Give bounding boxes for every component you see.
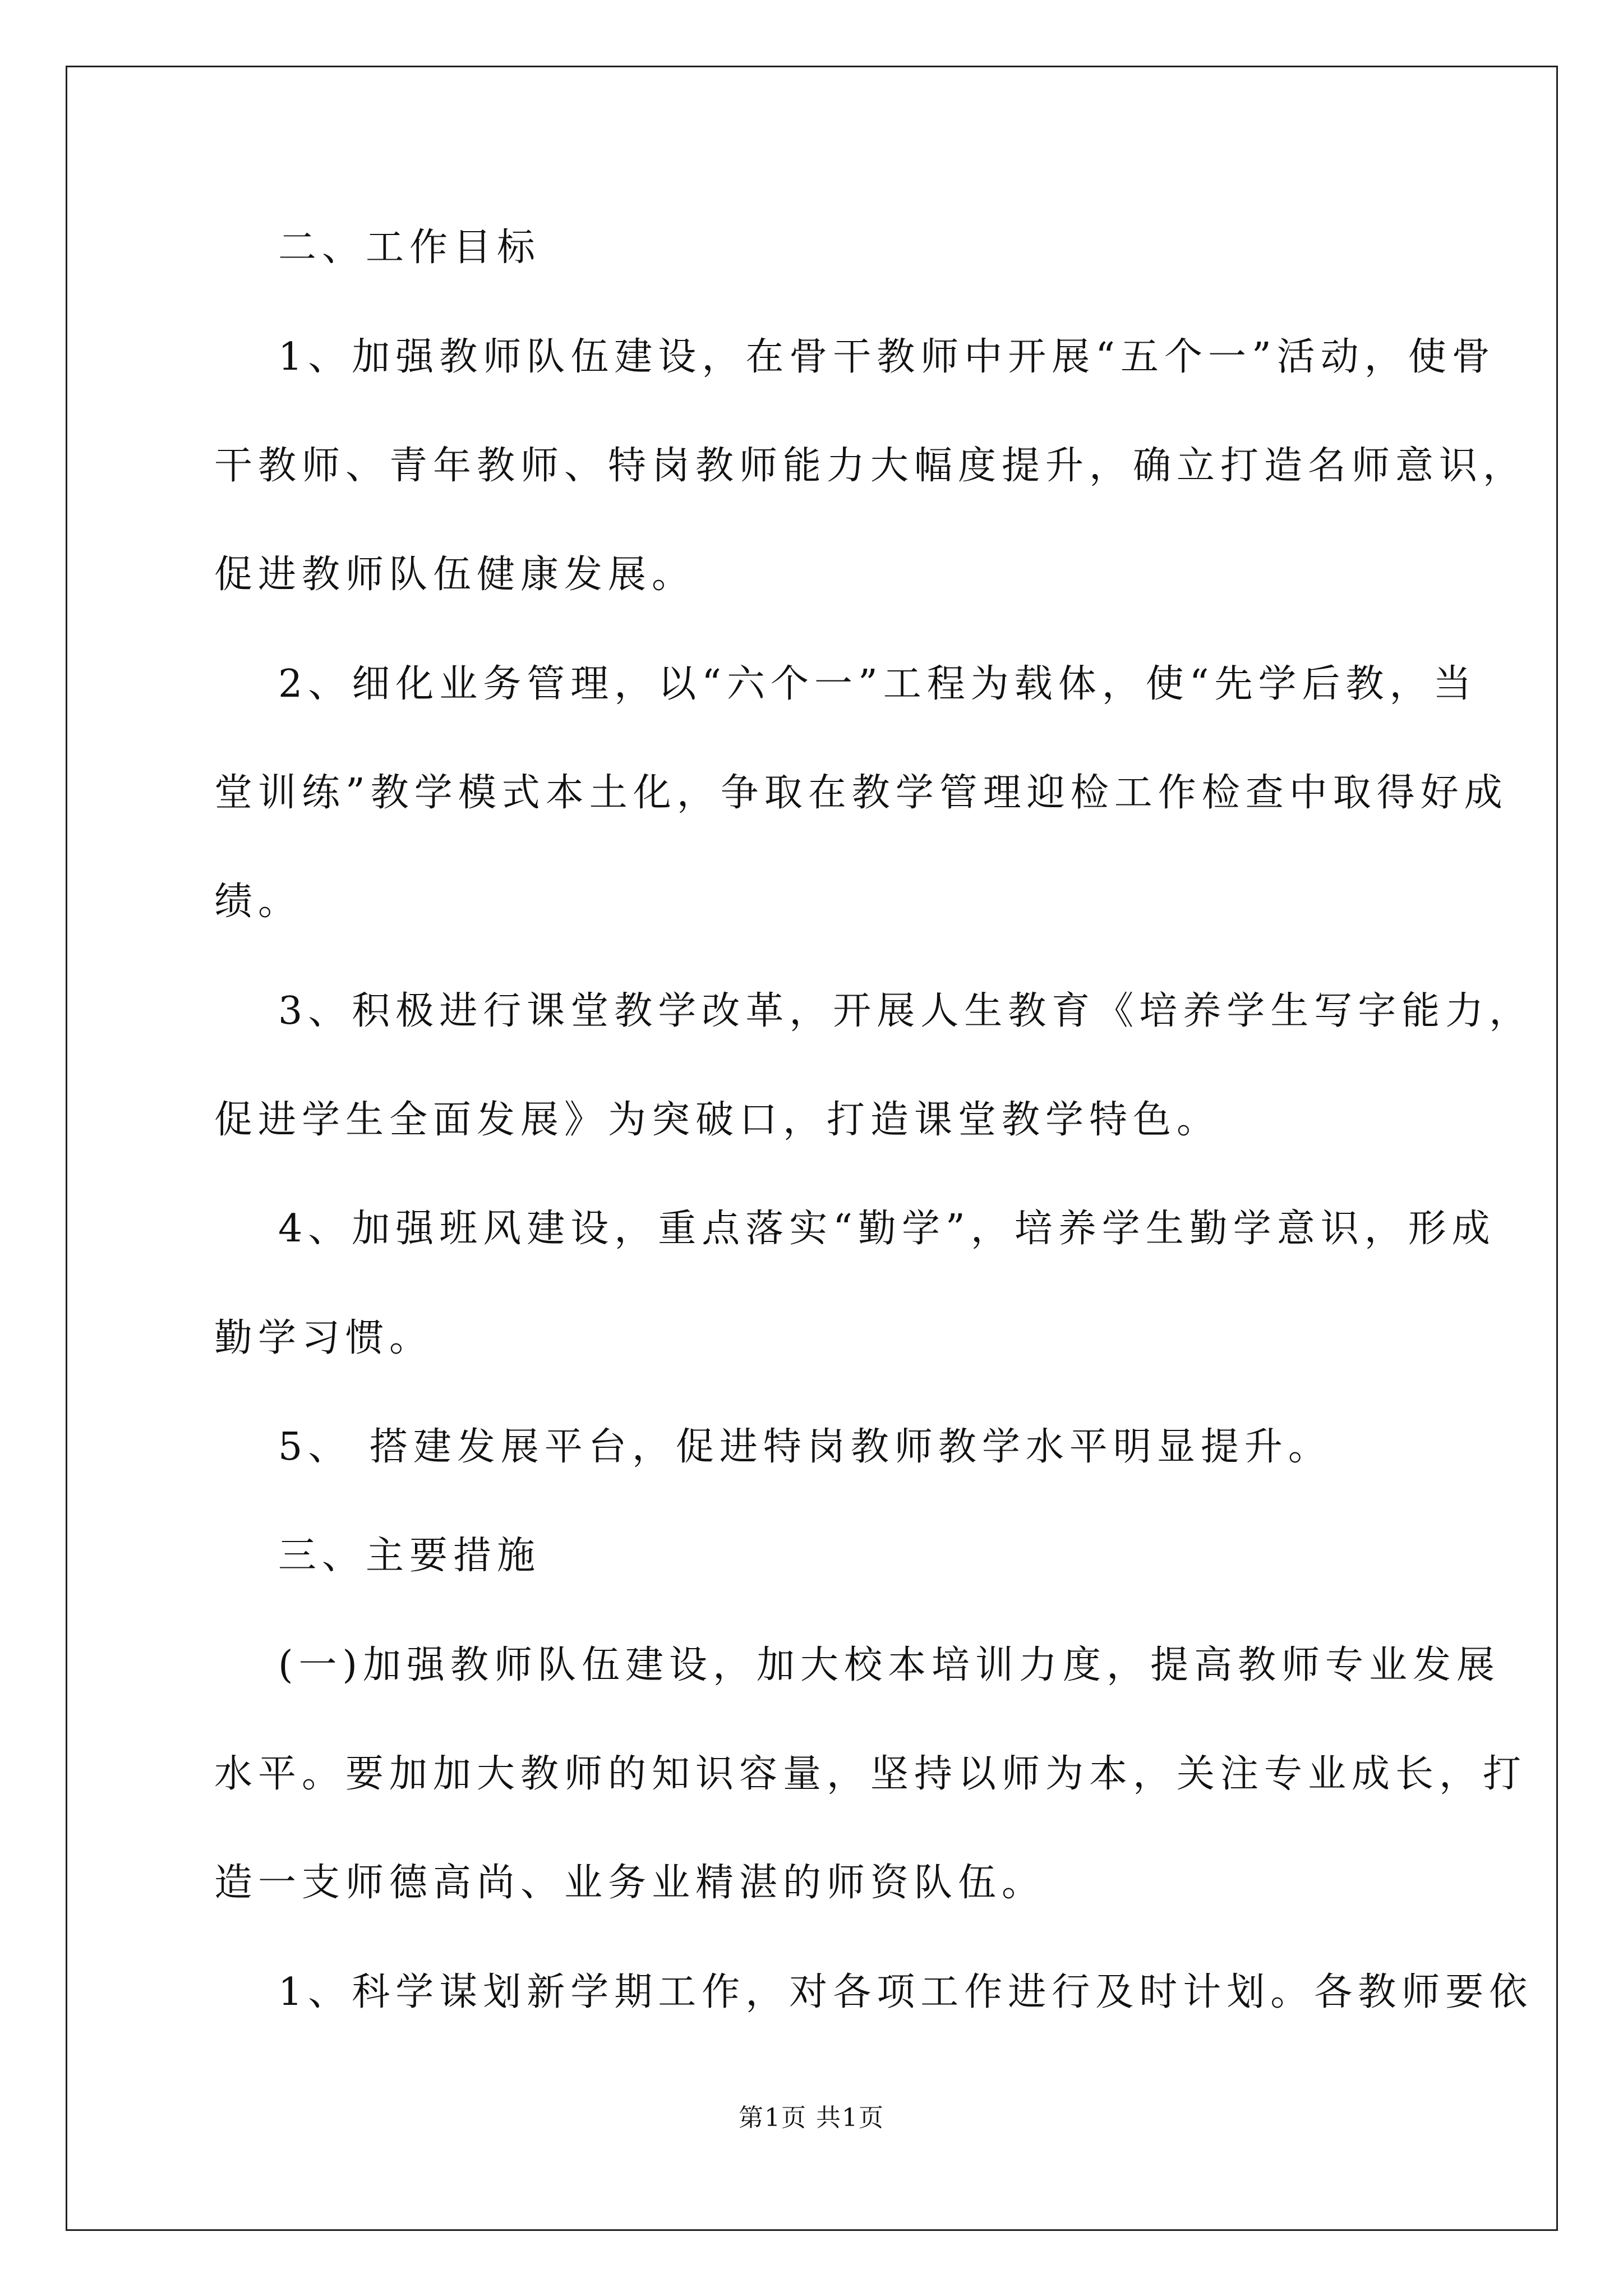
paragraph-line: 2、细化业务管理，以“六个一”工程为载体，使“先学后教，当 [278, 662, 1477, 706]
paragraph-line: 5、 搭建发展平台，促进特岗教师教学水平明显提升。 [278, 1425, 1332, 1469]
paragraph-line: 造一支师德高尚、业务业精湛的师资队伍。 [214, 1861, 1046, 1905]
paragraph-line: 促进教师队伍健康发展。 [214, 553, 696, 597]
paragraph-line: 勤学习惯。 [214, 1316, 434, 1360]
paragraph-line: 1、加强教师队伍建设，在骨干教师中开展“五个一”活动，使骨 [278, 335, 1496, 379]
page-number-footer: 第1页 共1页 [739, 2104, 884, 2132]
paragraph-line: 水平。要加加大教师的知识容量，坚持以师为本，关注专业成长，打 [214, 1752, 1527, 1796]
paragraph-line: 4、加强班风建设，重点落实“勤学”，培养学生勤学意识，形成 [278, 1207, 1496, 1251]
heading-main-measures: 三、主要措施 [278, 1534, 541, 1578]
paragraph-line: 绩。 [214, 880, 302, 924]
paragraph-line: 干教师、青年教师、特岗教师能力大幅度提升，确立打造名师意识， [214, 444, 1527, 488]
paragraph-line: 堂训练”教学模式本土化，争取在教学管理迎检工作检查中取得好成 [214, 771, 1508, 815]
paragraph-line: 3、积极进行课堂教学改革，开展人生教育《培养学生写字能力， [278, 989, 1533, 1033]
heading-work-goals: 二、工作目标 [278, 226, 541, 270]
paragraph-line: 1、科学谋划新学期工作，对各项工作进行及时计划。各教师要依 [278, 1970, 1533, 2014]
paragraph-line: (一)加强教师队伍建设，加大校本培训力度，提高教师专业发展 [278, 1643, 1501, 1687]
paragraph-line: 促进学生全面发展》为突破口，打造课堂教学特色。 [214, 1098, 1221, 1142]
